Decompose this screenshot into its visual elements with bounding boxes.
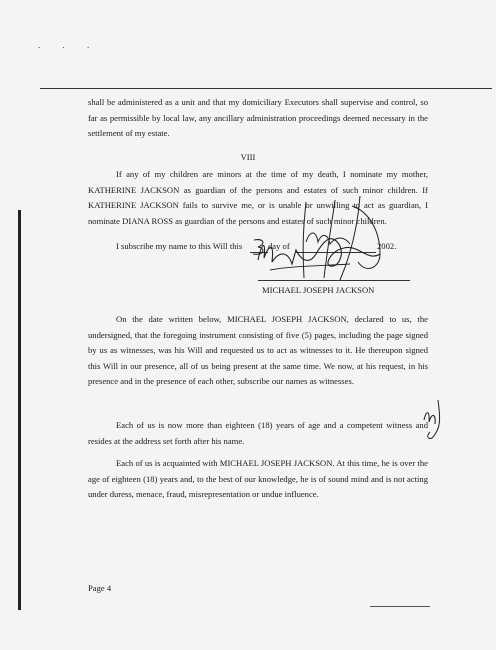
binding-edge-bar — [18, 210, 21, 610]
paragraph-text: Each of us is now more than eighteen (18) years of age and a competent witness and resides at the address set forth after his name. — [88, 420, 428, 446]
paragraph-testator-capacity — [88, 456, 428, 503]
bottom-rule — [370, 606, 430, 607]
handwritten-month — [300, 222, 360, 252]
subscribe-prefix: I subscribe my name to this Will this — [116, 241, 243, 251]
section-heading: VIII — [240, 152, 256, 162]
header-marks: . . . — [38, 40, 100, 50]
top-rule — [40, 88, 492, 89]
paragraph-witness-age — [88, 418, 428, 449]
paragraph-text: On the date written below, MICHAEL JOSEPH JACKSON, declared to us, the undersigned, that the foregoing instrument consisting of five (5) pages, including the page signed by us as witnesses, was his Will and requested us to act as witnesses to it. He thereupon signed this Will in our presence, all of us being present at the same time. We now, at his request, in his presence and in the presence of each other, subscribe our names as witnesses. — [88, 314, 428, 386]
subscribe-year: 2002. — [377, 241, 397, 251]
paragraph-text: If any of my children are minors at the time of my death, I nominate my mother, KATHERINE JACKSON as guardian of the persons and estates of such minor children. If KATHERINE JACKSON fails to survive me, or is unable or unwilling to act as guardian, I nominate DIANA ROSS as guardian of the persons and estates of such minor children. — [88, 169, 428, 226]
signature-name: MICHAEL JOSEPH JACKSON — [262, 285, 375, 295]
paragraph-attestation — [88, 312, 428, 390]
paragraph-text: Each of us is acquainted with MICHAEL JOSEPH JACKSON. At this time, he is over the age of eighteen (18) years and, to the best of our knowledge, he is of sound mind and is not acting under duress, menace, fraud, misrepresentation or undue influence. — [88, 458, 428, 499]
handwritten-day — [250, 236, 270, 258]
page-number: Page 4 — [88, 583, 112, 593]
paragraph-text: shall be administered as a unit and that my domiciliary Executors shall supervise and control, so far as permissible by local law, any ancillary administration proceedings deemed necessary in the settlement of my estate. — [88, 97, 428, 138]
paragraph-administration — [88, 95, 428, 142]
subscribe-day-word: day of — [268, 241, 290, 251]
